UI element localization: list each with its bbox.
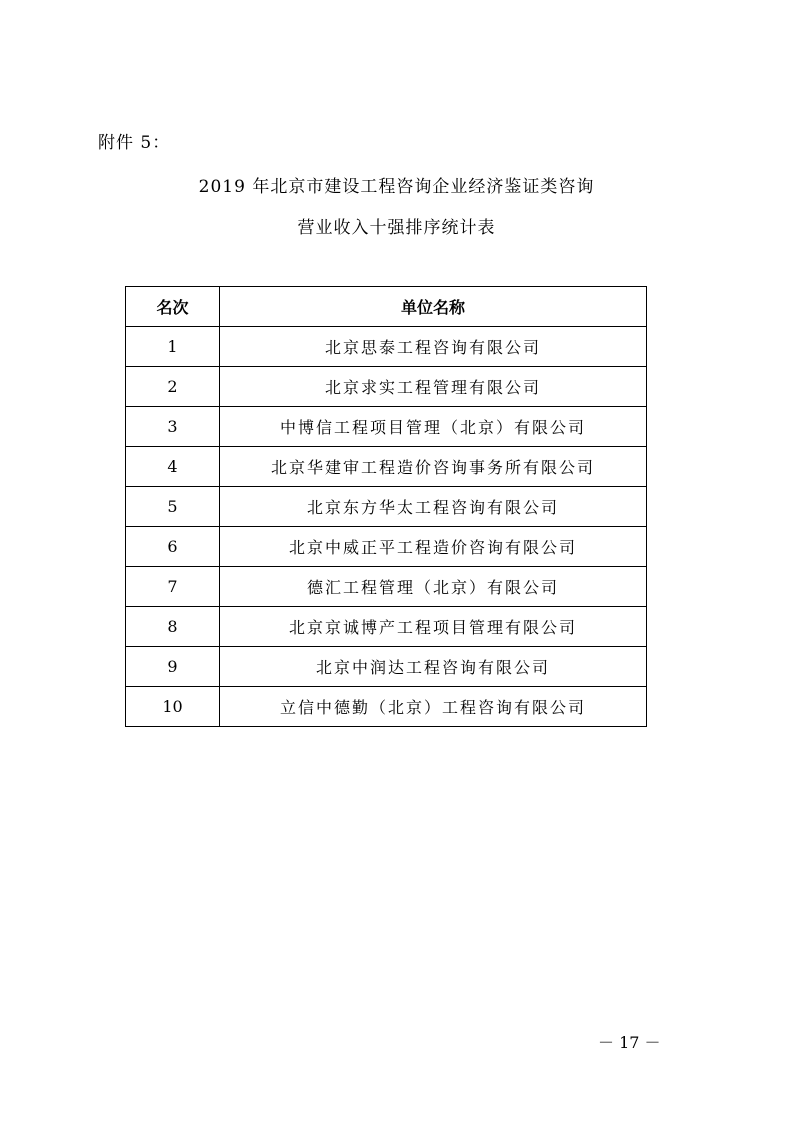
document-title-line-2: 营业收入十强排序统计表 <box>297 218 496 238</box>
unit-name-cell: 北京京诚博产工程项目管理有限公司 <box>220 607 647 647</box>
table-row <box>126 687 647 727</box>
rank-cell: 6 <box>126 527 220 567</box>
table-row <box>126 647 647 687</box>
rank-cell: 3 <box>126 407 220 447</box>
table-row <box>126 407 647 447</box>
unit-name-cell: 北京求实工程管理有限公司 <box>220 367 647 407</box>
table-row <box>126 487 647 527</box>
table-row <box>126 527 647 567</box>
table-row <box>126 607 647 647</box>
unit-name-cell: 北京东方华太工程咨询有限公司 <box>220 487 647 527</box>
table-row <box>126 567 647 607</box>
unit-name-cell: 中博信工程项目管理（北京）有限公司 <box>220 407 647 447</box>
unit-name-cell: 北京中润达工程咨询有限公司 <box>220 647 647 687</box>
rank-cell: 9 <box>126 647 220 687</box>
rank-cell: 10 <box>126 687 220 727</box>
unit-name-cell: 北京华建审工程造价咨询事务所有限公司 <box>220 447 647 487</box>
table-row <box>126 447 647 487</box>
attachment-label: 附件 5： <box>98 133 171 153</box>
table-row <box>126 367 647 407</box>
unit-name-cell: 北京中威正平工程造价咨询有限公司 <box>220 527 647 567</box>
rank-cell: 4 <box>126 447 220 487</box>
table-header-row <box>126 287 647 327</box>
unit-name-cell: 德汇工程管理（北京）有限公司 <box>220 567 647 607</box>
unit-name-cell: 北京思泰工程咨询有限公司 <box>220 327 647 367</box>
rank-column-header: 名次 <box>126 287 220 327</box>
rank-cell: 8 <box>126 607 220 647</box>
table-row <box>126 327 647 367</box>
rank-cell: 1 <box>126 327 220 367</box>
unit-name-cell: 立信中德勤（北京）工程咨询有限公司 <box>220 687 647 727</box>
document-title-line-1: 2019 年北京市建设工程咨询企业经济鉴证类咨询 <box>198 177 595 197</box>
rank-cell: 7 <box>126 567 220 607</box>
rank-cell: 2 <box>126 367 220 407</box>
ranking-table <box>125 286 647 727</box>
unit-name-column-header: 单位名称 <box>220 287 647 327</box>
page-number: － 17 － <box>598 1033 661 1052</box>
rank-cell: 5 <box>126 487 220 527</box>
